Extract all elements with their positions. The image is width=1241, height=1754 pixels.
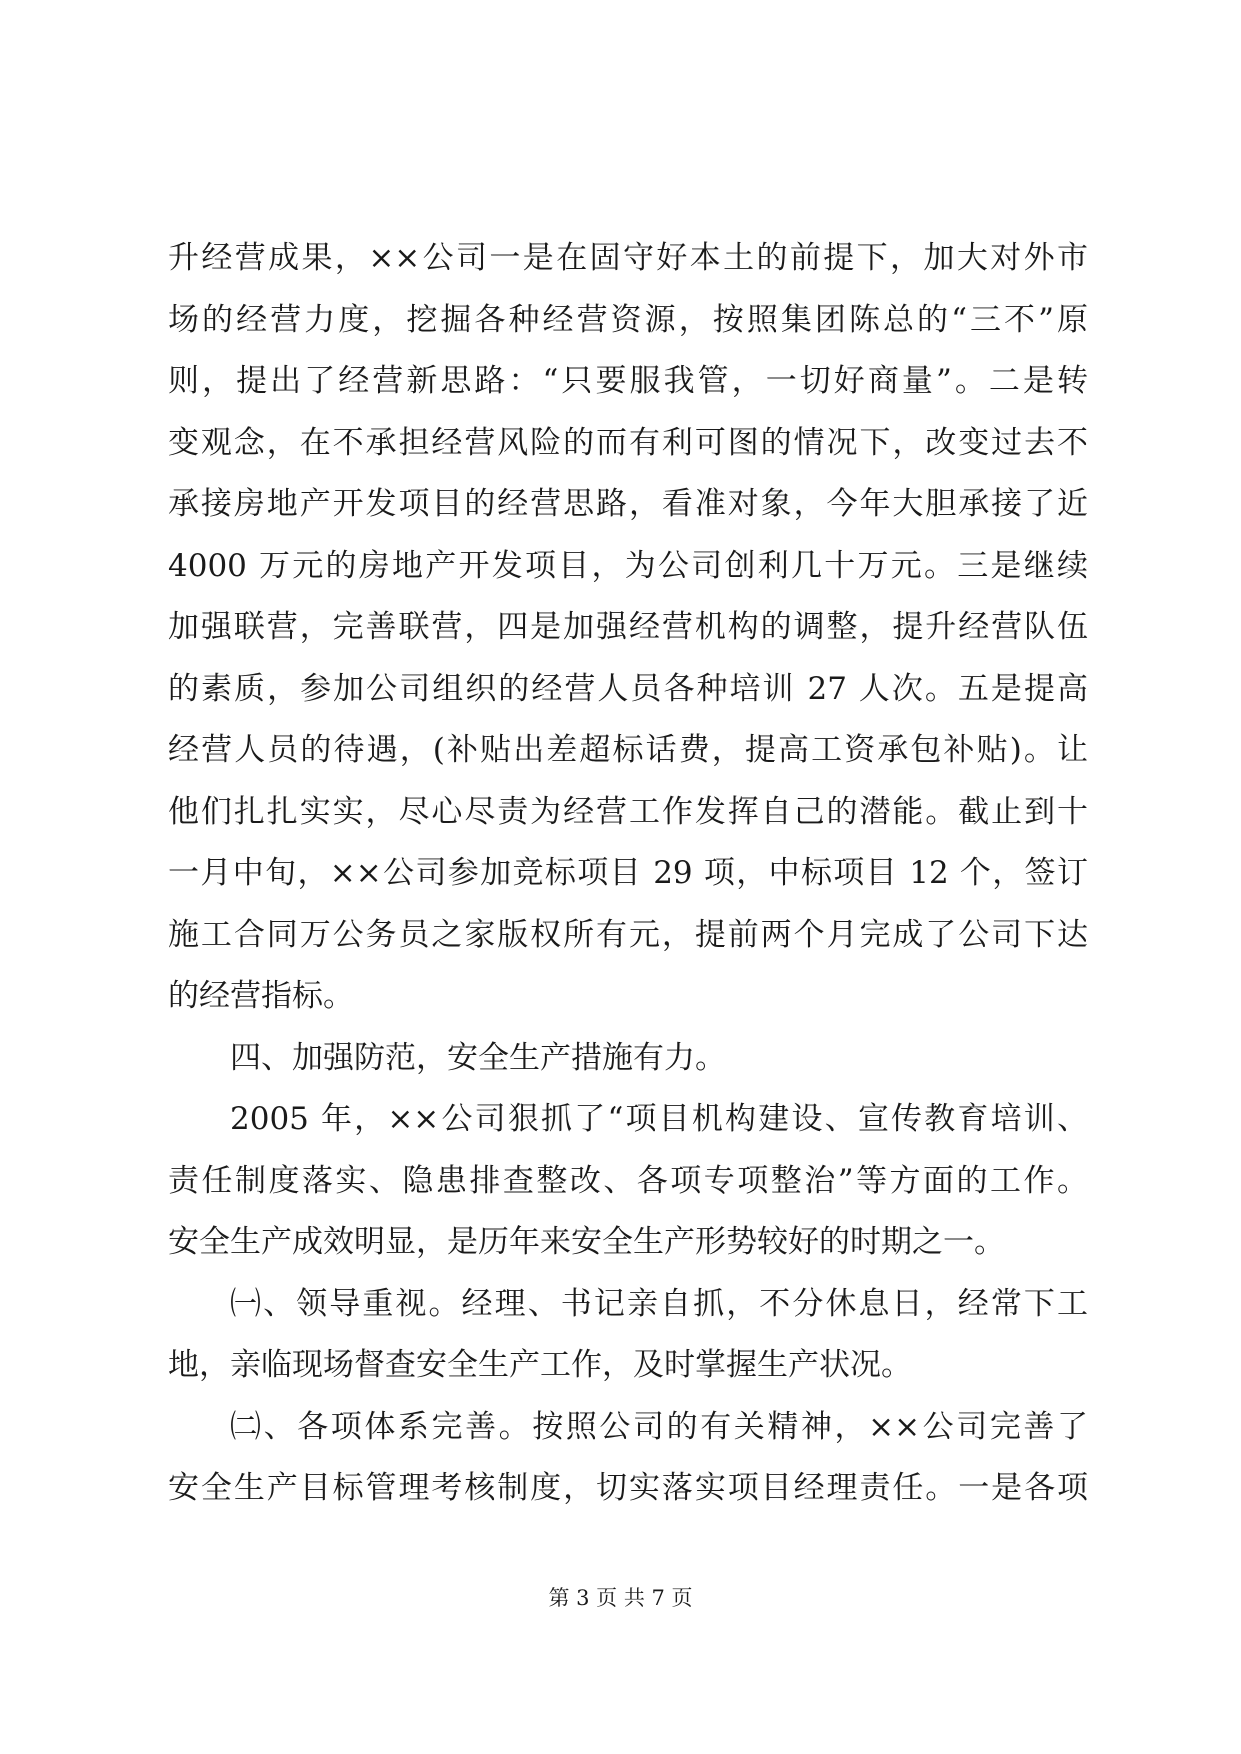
body-text (168, 228, 1088, 1520)
text-line: 一月中旬，××公司参加竞标项目 29 项，中标项目 12 个，签订 (168, 855, 1088, 891)
text-line: 地，亲临现场督查安全生产工作，及时掌握生产状况。 (168, 1347, 912, 1383)
text-line: 4000 万元的房地产开发项目，为公司创利几十万元。三是继续 (168, 547, 1088, 584)
text-line: 的经营指标。 (168, 978, 354, 1014)
text-line: 升经营成果，××公司一是在固守好本土的前提下，加大对外市 (168, 240, 1088, 276)
text-line: 他们扎扎实实，尽心尽责为经营工作发挥自己的潜能。截止到十 (168, 793, 1088, 830)
text-line: ㈡、各项体系完善。按照公司的有关精神，××公司完善了 (230, 1408, 1088, 1445)
text-line: 责任制度落实、隐患排查整改、各项专项整治”等方面的工作。 (168, 1162, 1088, 1199)
text-line: 经营人员的待遇，(补贴出差超标话费，提高工资承包补贴)。让 (168, 732, 1088, 768)
text-line: 则，提出了经营新思路：“只要服我管，一切好商量”。二是转 (168, 363, 1088, 399)
text-line: 施工合同万公务员之家版权所有元，提前两个月完成了公司下达 (168, 916, 1088, 953)
page-footer: 第 3 页 共 7 页 (548, 1586, 693, 1610)
text-line: 加强联营，完善联营，四是加强经营机构的调整，提升经营队伍 (168, 609, 1088, 645)
text-line: 场的经营力度，挖掘各种经营资源，按照集团陈总的“三不”原 (168, 301, 1088, 338)
text-line: 安全生产目标管理考核制度，切实落实项目经理责任。一是各项 (168, 1470, 1088, 1506)
text-line: 四、加强防范，安全生产措施有力。 (230, 1039, 726, 1076)
text-line: 承接房地产开发项目的经营思路，看准对象，今年大胆承接了近 (168, 486, 1088, 522)
text-line: 变观念，在不承担经营风险的而有利可图的情况下，改变过去不 (168, 424, 1088, 461)
text-line: 的素质，参加公司组织的经营人员各种培训 27 人次。五是提高 (168, 670, 1088, 707)
text-line: 2005 年，××公司狠抓了“项目机构建设、宣传教育培训、 (230, 1101, 1088, 1137)
text-line: 安全生产成效明显，是历年来安全生产形势较好的时期之一。 (168, 1224, 1005, 1260)
text-line: ㈠、领导重视。经理、书记亲自抓，不分休息日，经常下工 (230, 1285, 1088, 1322)
